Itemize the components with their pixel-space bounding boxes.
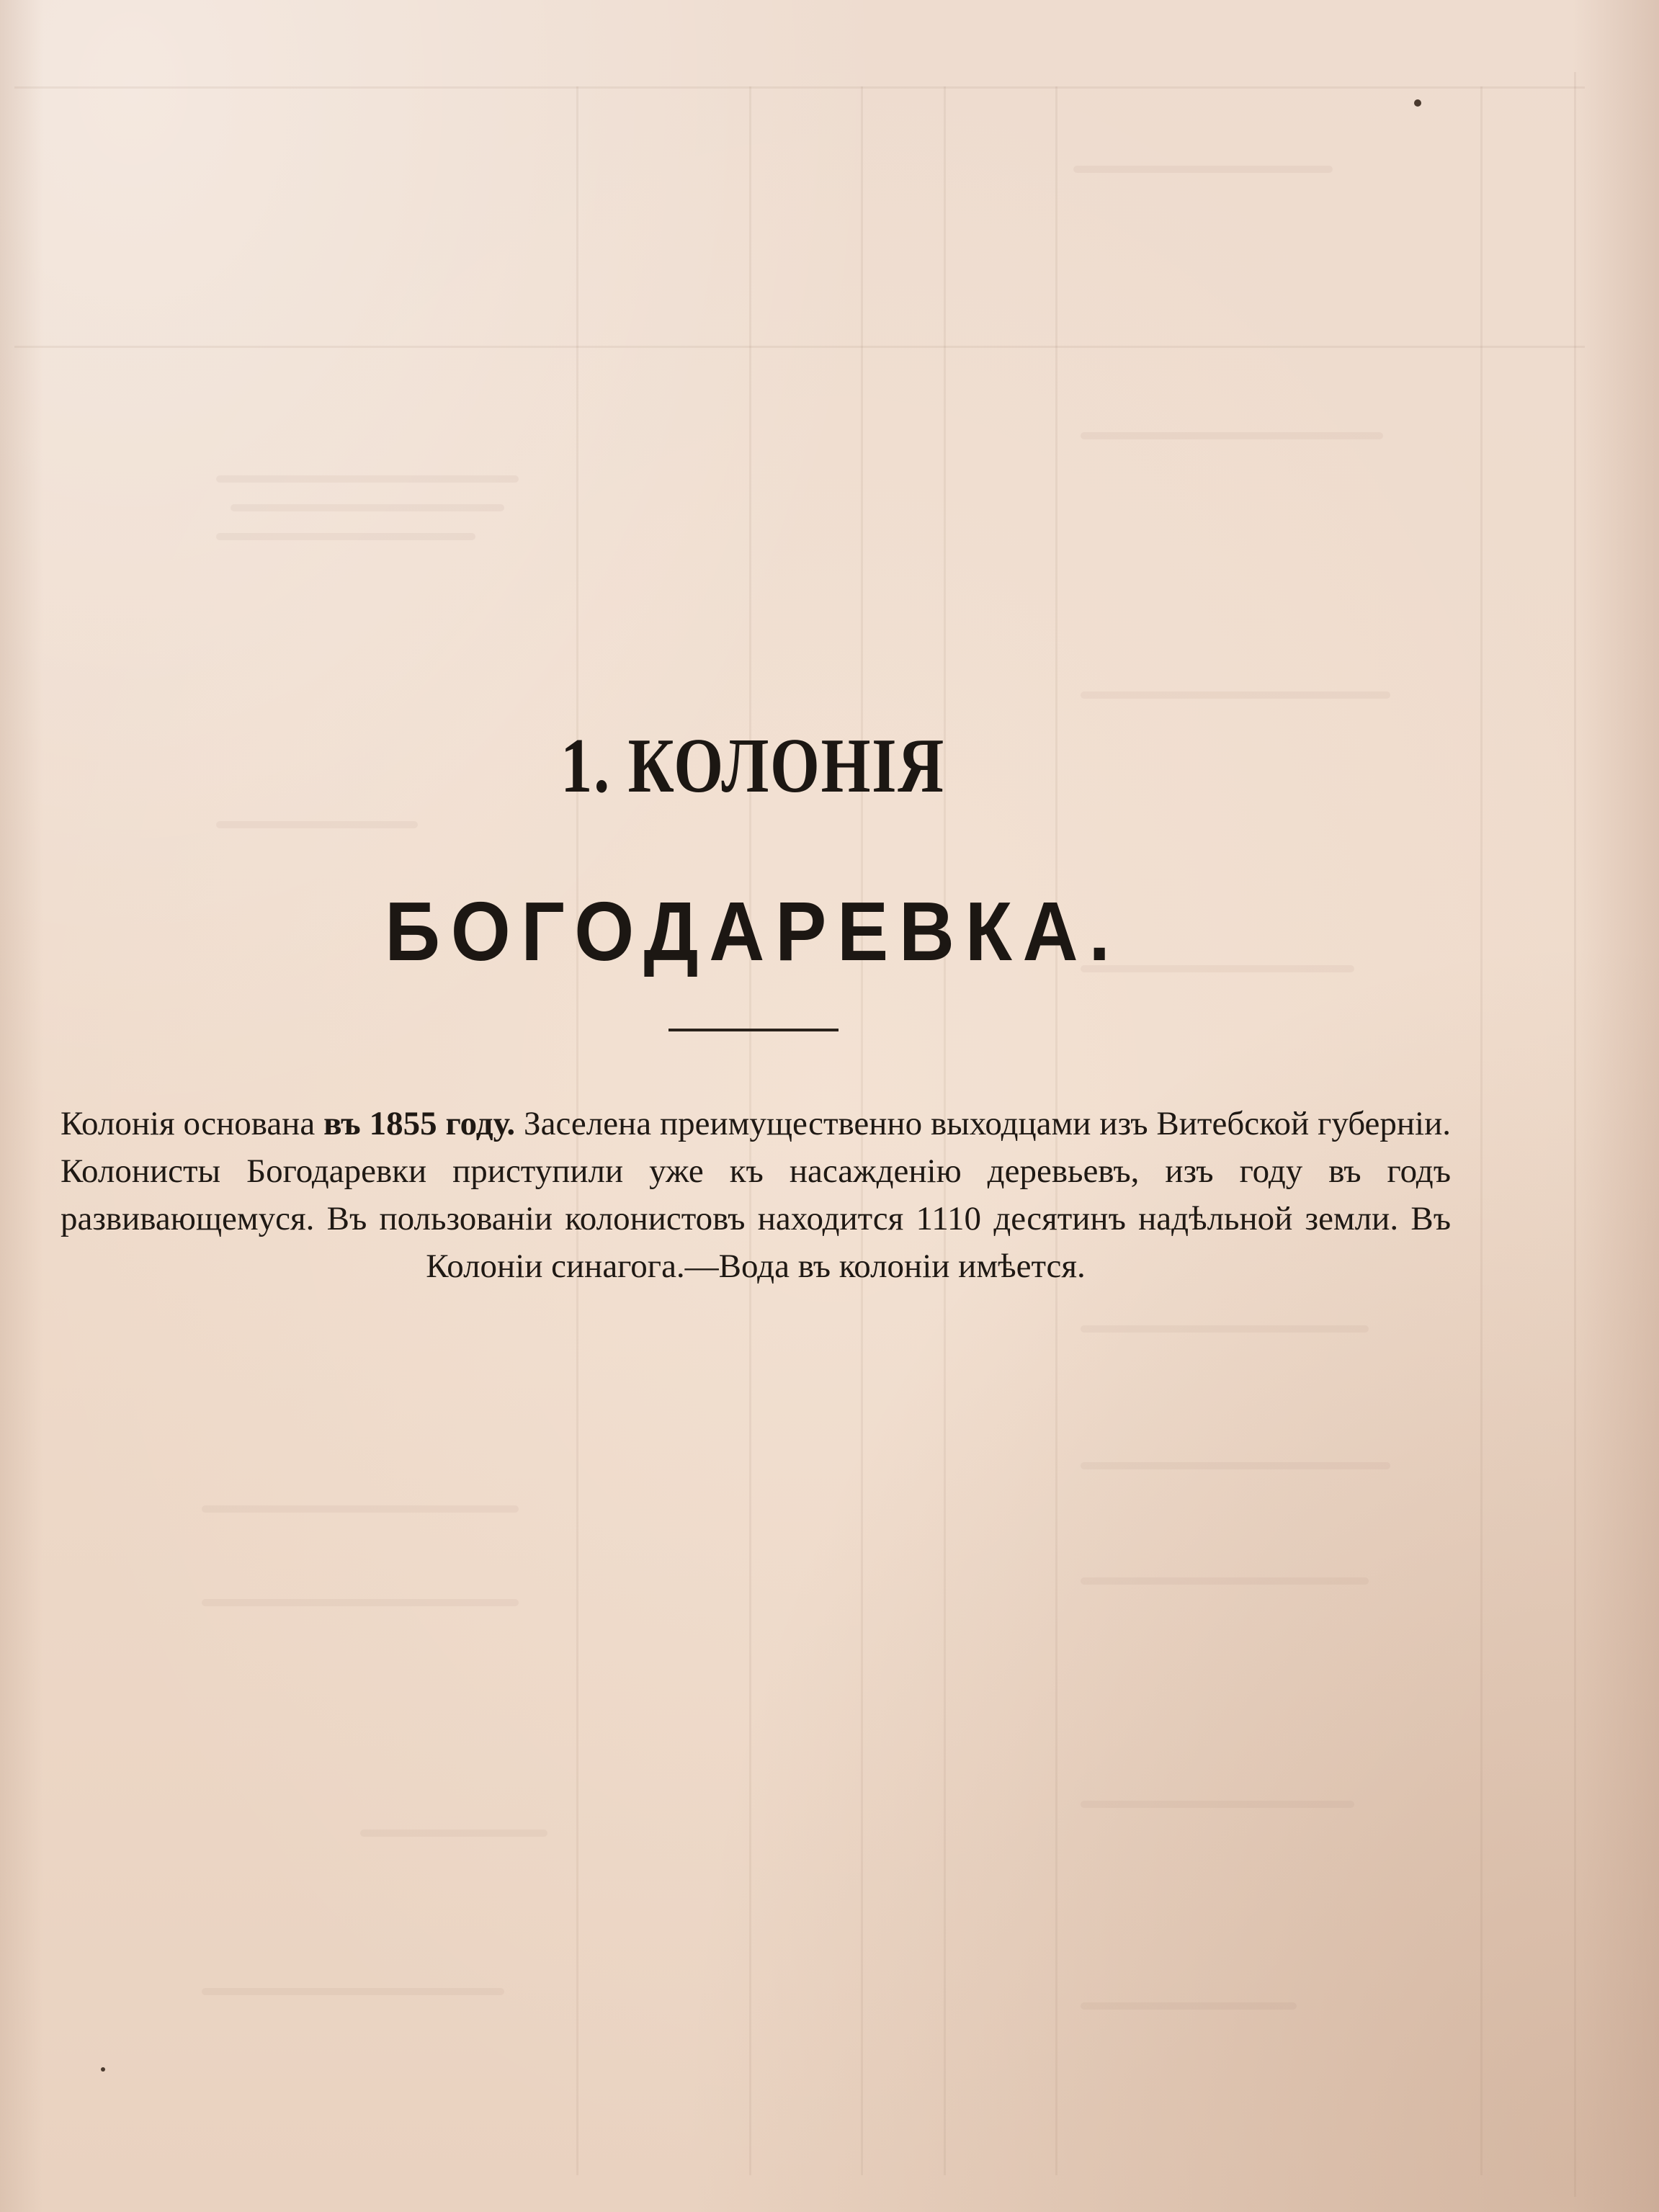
bleed-text xyxy=(1081,1801,1354,1808)
ink-speck xyxy=(101,2067,105,2072)
bleed-text xyxy=(1081,432,1383,439)
page-left-shadow xyxy=(0,0,43,2212)
colony-description xyxy=(61,1100,1451,1290)
bleed-text xyxy=(202,1599,519,1606)
bleed-text xyxy=(1073,166,1333,173)
bleed-text xyxy=(1081,2002,1297,2010)
bleed-text xyxy=(1081,691,1390,699)
bleed-text xyxy=(1081,1577,1369,1585)
description-text-start: Колонія основана xyxy=(61,1105,324,1142)
bleed-rule xyxy=(14,86,1585,89)
colony-name-heading: БОГОДАРЕВКА. xyxy=(385,885,1121,978)
title-divider xyxy=(668,1029,839,1031)
founding-year: въ 1855 году. xyxy=(323,1105,516,1142)
bleed-text xyxy=(1081,1462,1390,1469)
description-text-rest: Заселена преимущественно выходцами изъ Витебской губерніи. Колонисты Богодаревки приступили уже къ насажденію деревьевъ, изъ году въ годъ развивающемуся. Въ пользованіи колонистовъ находится 1110 десятинъ надѣльной земли. Въ Колоніи синагога.—Вода въ колоніи имѣется. xyxy=(61,1105,1451,1285)
bleed-text xyxy=(202,1988,504,1995)
bleed-text xyxy=(216,821,418,828)
bleed-text xyxy=(1081,1325,1369,1333)
bleed-text xyxy=(216,475,519,483)
section-number-heading: 1. КОЛОНІЯ xyxy=(560,723,945,809)
bleed-text xyxy=(202,1505,519,1513)
bleed-text xyxy=(231,504,504,511)
bleed-text xyxy=(360,1830,547,1837)
bleed-rule xyxy=(1574,72,1576,2197)
bleed-rule xyxy=(14,346,1585,348)
ink-speck xyxy=(1414,99,1421,107)
page-right-shadow xyxy=(1573,0,1659,2212)
bleed-text xyxy=(216,533,475,540)
bleed-rule xyxy=(1480,86,1483,2175)
